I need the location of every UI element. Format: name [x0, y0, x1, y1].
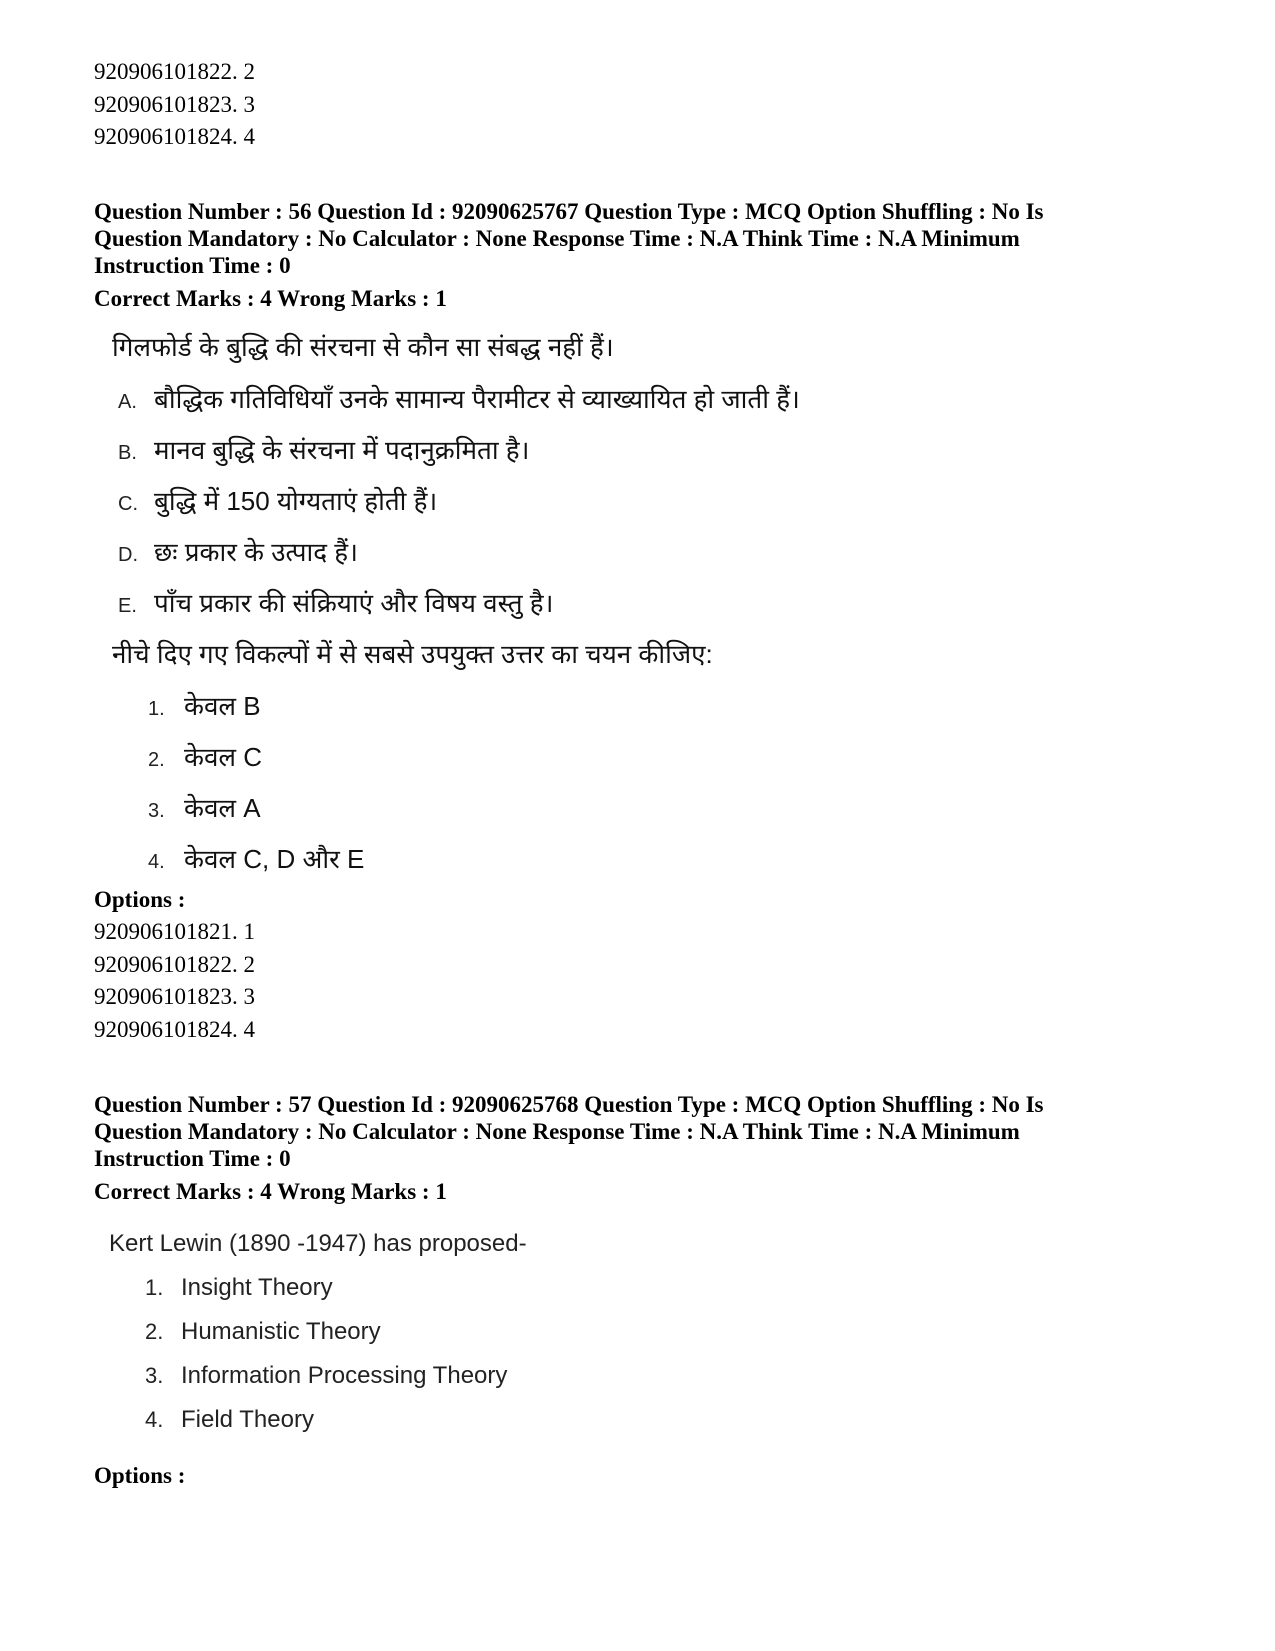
q56-option-1: 920906101821. 1	[94, 919, 255, 944]
choice-text: केवल C	[184, 742, 263, 772]
prev-option-2: 920906101823. 3	[94, 92, 255, 117]
choice-text: Insight Theory	[181, 1274, 333, 1301]
q57-meta-line-1: Question Number : 57 Question Id : 92090625768 Question Type : MCQ Option Shuffling : No Is	[94, 1092, 1044, 1117]
statement-text: मानव बुद्धि के संरचना में पदानुक्रमिता है।	[154, 435, 530, 465]
q56-choice-2	[148, 738, 262, 774]
choice-number: 1.	[148, 698, 165, 720]
q56-meta-line-3: Instruction Time : 0	[94, 253, 291, 278]
q57-options-heading: Options :	[94, 1463, 186, 1488]
statement-text: पाँच प्रकार की संक्रियाएं और विषय वस्तु है।	[154, 588, 554, 618]
q57-marks: Correct Marks : 4 Wrong Marks : 1	[94, 1179, 447, 1204]
q56-statement-e	[118, 584, 553, 620]
q56-choice-3	[148, 789, 261, 825]
statement-label: B.	[118, 442, 137, 464]
q57-choice-4	[145, 1406, 314, 1434]
q56-option-2: 920906101822. 2	[94, 952, 255, 977]
choice-text: Field Theory	[181, 1406, 314, 1433]
choice-number: 4.	[148, 851, 165, 873]
statement-text: बुद्धि में 150 योग्यताएं होती हैं।	[154, 486, 438, 516]
q56-instruction: नीचे दिए गए विकल्पों में से सबसे उपयुक्त उत्तर का चयन कीजिए:	[112, 639, 713, 669]
statement-label: A.	[118, 391, 137, 413]
choice-text: Information Processing Theory	[181, 1362, 508, 1389]
q56-option-3: 920906101823. 3	[94, 984, 255, 1009]
q56-statement-d	[118, 533, 358, 569]
q56-marks: Correct Marks : 4 Wrong Marks : 1	[94, 286, 447, 311]
q57-choice-2	[145, 1318, 381, 1346]
q56-option-4: 920906101824. 4	[94, 1017, 255, 1042]
statement-label: E.	[118, 595, 137, 617]
statement-text: बौद्धिक गतिविधियाँ उनके सामान्य पैरामीटर से व्याख्यायित हो जाती हैं।	[154, 384, 800, 414]
statement-text: छः प्रकार के उत्पाद हैं।	[154, 537, 358, 567]
q57-question-text: Kert Lewin (1890 -1947) has proposed-	[109, 1230, 527, 1257]
prev-option-1: 920906101822. 2	[94, 59, 255, 84]
choice-number: 3.	[145, 1363, 164, 1388]
q56-statement-c	[118, 482, 437, 518]
statement-label: C.	[118, 493, 138, 515]
q57-meta-line-2: Question Mandatory : No Calculator : None Response Time : N.A Think Time : N.A Minimum	[94, 1119, 1020, 1144]
choice-text: केवल B	[184, 691, 261, 721]
q57-choice-3	[145, 1362, 507, 1390]
choice-text: केवल A	[184, 793, 261, 823]
q57-choice-1	[145, 1274, 333, 1302]
q57-meta-line-3: Instruction Time : 0	[94, 1146, 291, 1171]
choice-text: केवल C, D और E	[184, 844, 365, 874]
choice-number: 1.	[145, 1275, 164, 1300]
q56-meta-line-1: Question Number : 56 Question Id : 92090625767 Question Type : MCQ Option Shuffling : No Is	[94, 199, 1044, 224]
choice-number: 2.	[148, 749, 165, 771]
choice-text: Humanistic Theory	[181, 1318, 381, 1345]
choice-number: 3.	[148, 800, 165, 822]
q56-statement-b	[118, 431, 529, 467]
choice-number: 2.	[145, 1319, 164, 1344]
q56-meta-line-2: Question Mandatory : No Calculator : None Response Time : N.A Think Time : N.A Minimum	[94, 226, 1020, 251]
prev-option-3: 920906101824. 4	[94, 124, 255, 149]
statement-label: D.	[118, 544, 138, 566]
q56-statement-a	[118, 380, 800, 416]
q56-choice-1	[148, 687, 261, 723]
q56-options-heading: Options :	[94, 887, 186, 912]
choice-number: 4.	[145, 1407, 164, 1432]
q56-choice-4	[148, 840, 364, 876]
q56-question-text: गिलफोर्ड के बुद्धि की संरचना से कौन सा संबद्ध नहीं हैं।	[112, 332, 614, 362]
